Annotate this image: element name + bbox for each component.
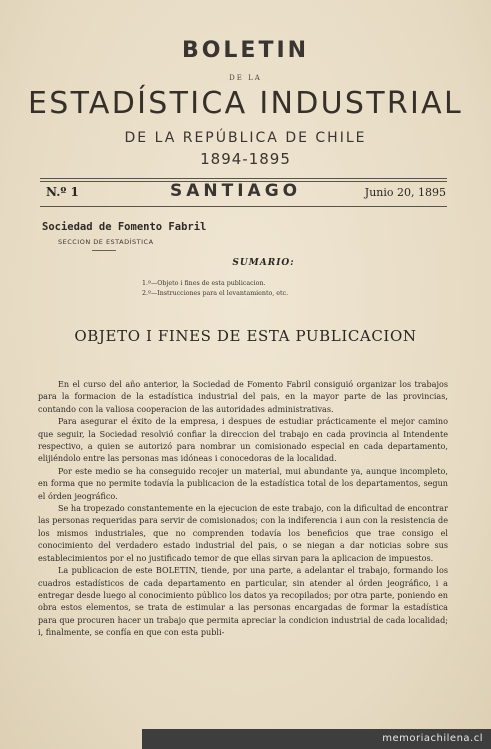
masthead-years: 1894-1895	[200, 150, 291, 168]
summary-heading: SUMARIO:	[232, 258, 295, 268]
society-name: Sociedad de Fomento Fabril	[42, 221, 207, 233]
issue-row	[46, 181, 446, 204]
masthead-rule-top	[40, 178, 447, 179]
article-paragraph: Se ha tropezado constantemente en la ejecucion de este trabajo, con la dificultad de encontrar las personas requeridas para servir de comisionados; con la indiferencia i aun con la resistencia de los mismos industriales, que no comprenden todavía los beneficios que trae consigo el conocimiento del verdadero estado industrial del pais, o se niegan a dar noticias sobre sus establecimientos por el no justificado temor de que ellas sirvan para la aplicacion de impuestos.	[38, 503, 448, 563]
masthead-boletin: BOLETIN	[181, 38, 310, 63]
summary-item: 1.º—Objeto i fines de esta publicacion.	[142, 280, 266, 287]
issue-number: N.º 1	[46, 185, 79, 199]
article-paragraph: Por este medio se ha conseguido recojer un material, mui abundante ya, aunque incompleto, en forma que no permite todavía la publicacion de la estadística total de los departamentos, segun el órden jeográfico.	[38, 465, 448, 501]
summary-list	[142, 279, 288, 299]
source-watermark: memoriachilena.cl	[142, 729, 491, 749]
masthead-de-la: DE LA	[229, 74, 262, 82]
section-ornament	[92, 250, 116, 251]
masthead-title: ESTADÍSTICA INDUSTRIAL	[28, 86, 463, 121]
issue-date: Junio 20, 1895	[364, 186, 446, 199]
article-paragraph: En el curso del año anterior, la Sociedad de Fomento Fabril consiguió organizar los trabajos para la formacion de la estadística industrial del pais, en la mayor parte de las provincias, contando con la valiosa cooperacion de las autoridades administrativas.	[38, 379, 448, 414]
summary-item: 2.º—Instrucciones para el levantamiento, etc.	[142, 290, 289, 297]
issue-city: SANTIAGO	[170, 181, 302, 201]
article-body	[38, 378, 448, 639]
article-paragraph: La publicacion de este BOLETIN, tiende, por una parte, a adelantar el trabajo, formando los cuadros estadísticos de cada departamento en particular, sin atender al órden jeográfico, i a entregar desde luego al conocimiento público los datos ya recopilados; por otra parte, poniendo en obra estos elementos, se trata de estimular a las personas encargadas de formar la estadística para que procuren hacer un trabajo que permita apreciar la condicion industrial de cada localidad; i, finalmente, se confía en que con esta publi-	[38, 565, 448, 638]
article-paragraph: Para asegurar el éxito de la empresa, i despues de estudiar prácticamente el mejor camino que seguir, la Sociedad resolvió confiar la direccion del trabajo en cada provincia al Intendente respectivo, a quien se autorizó para nombrar un comisionado especial en cada departamento, elijiéndolo entre las personas mas idóneas i conocedoras de la localidad.	[38, 416, 448, 464]
article-title: OBJETO I FINES DE ESTA PUBLICACION	[74, 327, 417, 345]
masthead-republica: DE LA REPÚBLICA DE CHILE	[124, 130, 367, 146]
issue-rule-bottom	[40, 206, 447, 207]
society-section: SECCION DE ESTADÍSTICA	[58, 238, 154, 246]
